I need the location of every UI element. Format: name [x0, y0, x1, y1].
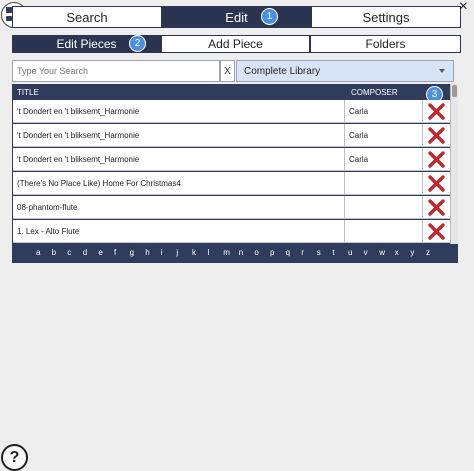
alphabet-letter-l[interactable]: l — [207, 248, 210, 257]
table-row[interactable] — [13, 124, 450, 147]
alphabet-letter-w[interactable]: w — [379, 248, 385, 257]
alphabet-letter-b[interactable]: b — [51, 248, 57, 257]
row-composer: Carla — [345, 124, 423, 147]
tab-settings-label: Settings — [362, 9, 410, 25]
library-select[interactable] — [236, 60, 454, 82]
subtab-add-piece-label: Add Piece — [208, 37, 263, 51]
table-row[interactable] — [13, 220, 450, 243]
tab-settings[interactable] — [311, 6, 461, 28]
pieces-table — [12, 84, 458, 263]
column-title-header[interactable]: TITLE — [17, 88, 39, 97]
row-composer — [345, 196, 423, 219]
alphabet-letter-m[interactable]: m — [223, 248, 230, 257]
alphabet-letter-h[interactable]: h — [145, 248, 150, 257]
alphabet-letter-q[interactable]: q — [285, 248, 291, 257]
subtab-edit-pieces[interactable] — [12, 35, 161, 53]
alphabet-index — [12, 244, 458, 263]
delete-button[interactable] — [423, 148, 450, 171]
row-title: 't Dondert en 't bliksemt_Harmonie — [13, 124, 345, 147]
table-row[interactable] — [13, 172, 450, 195]
alphabet-letter-r[interactable]: r — [301, 248, 304, 257]
alphabet-letter-t[interactable]: t — [332, 248, 335, 257]
row-title: 1. Lex - Alto Flute — [13, 220, 345, 243]
alphabet-letter-d[interactable]: d — [82, 248, 88, 257]
delete-button[interactable] — [423, 220, 450, 243]
help-icon: ? — [9, 448, 20, 466]
table-row[interactable] — [13, 196, 450, 219]
column-composer-header[interactable]: COMPOSER — [351, 88, 398, 97]
chevron-down-icon — [439, 69, 445, 73]
table-row[interactable] — [13, 148, 450, 171]
alphabet-letter-x[interactable]: x — [394, 248, 399, 257]
scrollbar-thumb[interactable] — [452, 85, 457, 97]
alphabet-letter-k[interactable]: k — [192, 248, 196, 257]
alphabet-letter-e[interactable]: e — [98, 248, 103, 257]
delete-x-icon — [428, 199, 445, 216]
subtab-folders-label: Folders — [365, 37, 406, 51]
row-composer: Carla — [345, 148, 423, 171]
delete-x-icon — [428, 151, 445, 168]
alphabet-letter-f[interactable]: f — [114, 248, 117, 257]
alphabet-letter-j[interactable]: j — [176, 248, 179, 257]
row-title: (There's No Place Like) Home For Christmas4 — [13, 172, 345, 195]
subtab-add-piece[interactable] — [161, 35, 310, 53]
library-select-value: Complete Library — [244, 65, 321, 77]
row-composer — [345, 220, 423, 243]
subtab-folders[interactable] — [310, 35, 461, 53]
close-icon[interactable]: × — [458, 0, 468, 15]
alphabet-letter-i[interactable]: i — [160, 248, 163, 257]
alphabet-letter-p[interactable]: p — [270, 248, 275, 257]
table-header — [12, 84, 458, 100]
row-title: 't Dondert en 't bliksemt_Harmonie — [13, 100, 345, 123]
delete-button[interactable] — [423, 100, 450, 123]
alphabet-letter-c[interactable]: c — [67, 248, 72, 257]
alphabet-letter-v[interactable]: v — [363, 248, 368, 257]
clear-search-button[interactable]: X — [220, 60, 235, 82]
delete-x-icon — [428, 175, 445, 192]
alphabet-letter-u[interactable]: u — [348, 248, 353, 257]
table-scrollbar[interactable] — [450, 84, 458, 244]
alphabet-letter-s[interactable]: s — [316, 248, 321, 257]
row-title: 08-phantom-flute — [13, 196, 345, 219]
delete-button[interactable] — [423, 196, 450, 219]
alphabet-letter-o[interactable]: o — [254, 248, 259, 257]
tab-search[interactable] — [12, 6, 162, 28]
alphabet-letter-a[interactable]: a — [36, 248, 41, 257]
delete-button[interactable] — [423, 172, 450, 195]
alphabet-letter-g[interactable]: g — [129, 248, 135, 257]
subtab-edit-pieces-label: Edit Pieces — [56, 37, 117, 51]
row-composer — [345, 172, 423, 195]
alphabet-letter-y[interactable]: y — [410, 248, 415, 257]
subtab-edit-pieces-badge: 2 — [129, 35, 146, 52]
search-input[interactable] — [12, 60, 220, 82]
row-composer: Carla — [345, 100, 423, 123]
table-row[interactable] — [13, 100, 450, 123]
delete-x-icon — [428, 127, 445, 144]
tab-edit-badge: 1 — [261, 8, 278, 25]
tab-edit-label: Edit — [225, 9, 248, 25]
alphabet-letter-n[interactable]: n — [238, 248, 244, 257]
delete-button[interactable] — [423, 124, 450, 147]
tab-search-label: Search — [66, 9, 108, 25]
delete-column-badge: 3 — [426, 86, 443, 103]
help-button[interactable] — [1, 444, 28, 471]
delete-x-icon — [428, 223, 445, 240]
delete-x-icon — [428, 103, 445, 120]
alphabet-letter-z[interactable]: z — [426, 248, 430, 257]
row-title: 't Dondert en 't bliksemt_Harmonie — [13, 148, 345, 171]
tab-edit[interactable] — [162, 6, 311, 28]
